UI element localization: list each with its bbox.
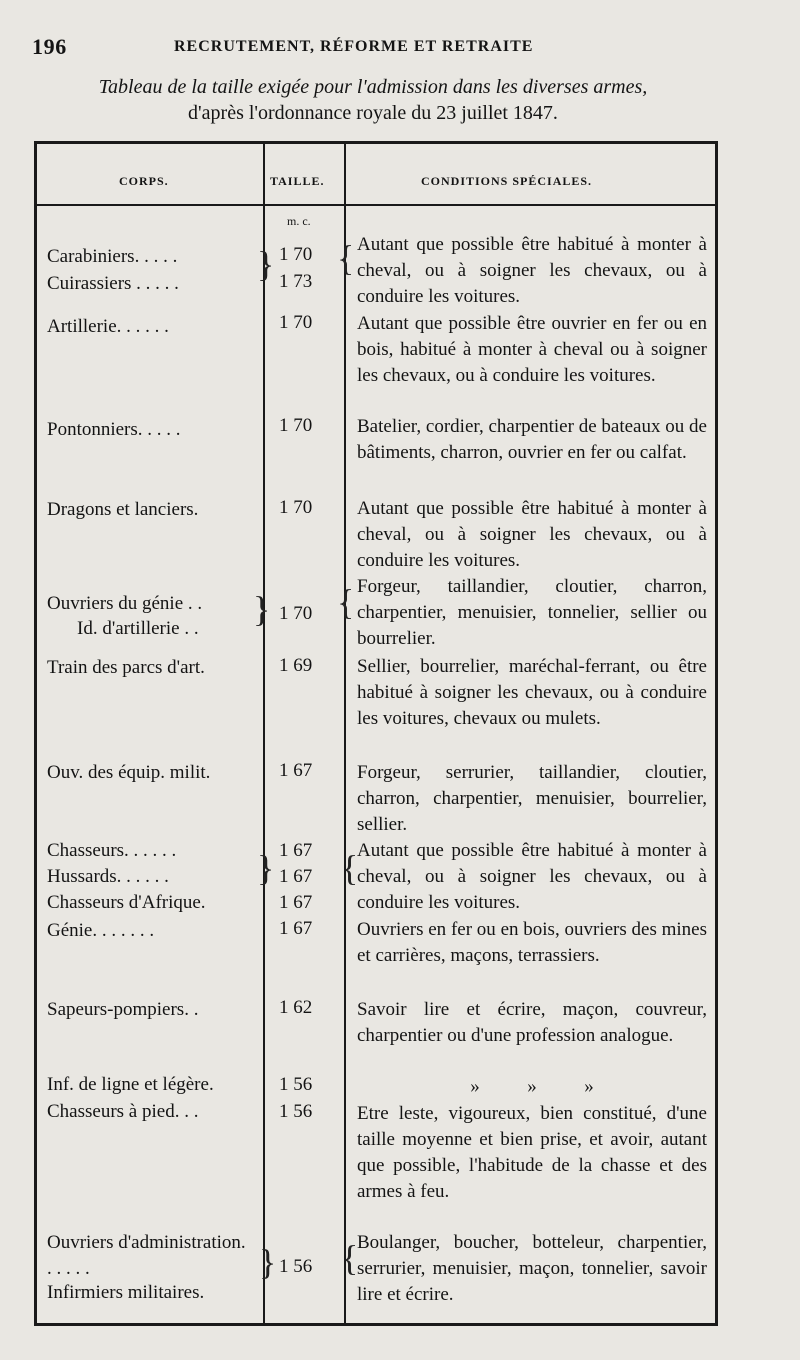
taille-dragons: 1 70 [279, 497, 313, 518]
corps-infirmiers: Infirmiers militaires. [47, 1282, 205, 1303]
brace: { [341, 1238, 359, 1278]
column-separator [344, 144, 346, 1323]
brace: } [257, 244, 275, 284]
conditions-cavalry-heavy: Autant que possible être habitué à monter à cheval, ou à soigner les chevaux, ou à conduire les voitures. [357, 234, 707, 307]
conditions-ouvriers-genie: Forgeur, taillandier, cloutier, charron, charpentier, menuisier, tonnelier, sellier ou bourrelier. [357, 576, 707, 649]
taille-hussards: 1 67 [279, 866, 313, 887]
corps-hussards: Hussards. . . . . . [47, 866, 169, 887]
taille-carabiniers: 1 70 [279, 244, 313, 265]
taille-chasseurs-a-pied: 1 56 [279, 1101, 313, 1122]
caption-line-2: d'après l'ordonnance royale du 23 juillet 1847. [188, 102, 558, 124]
size-requirements-table [34, 141, 718, 1326]
corps-genie: Génie. . . . . . . [47, 920, 155, 941]
header-corps: CORPS. [119, 174, 169, 188]
caption-line-1: Tableau de la taille exigée pour l'admission dans les diverses armes, [98, 76, 648, 98]
brace: { [337, 582, 355, 622]
corps-carabiniers: Carabiniers. . . . . [47, 246, 178, 267]
corps-train: Train des parcs d'art. [47, 657, 205, 678]
corps-infanterie: Inf. de ligne et légère. [47, 1074, 214, 1095]
page-number: 196 [32, 34, 67, 59]
taille-infanterie: 1 56 [279, 1074, 313, 1095]
taille-train: 1 69 [279, 655, 313, 676]
conditions-ouvriers-equipages: Forgeur, serrurier, taillandier, cloutier, charron, charpentier, menuisier, bourrelier, sellier. [357, 762, 707, 835]
corps-ouvriers-administration: Ouvriers d'administration. . . . . . [47, 1232, 246, 1279]
table-caption [28, 74, 718, 126]
column-separator [263, 144, 265, 1323]
corps-chasseurs: Chasseurs. . . . . . [47, 840, 177, 861]
taille-chasseurs-afrique: 1 67 [279, 892, 313, 913]
header-rule [37, 204, 715, 206]
conditions-pontonniers: Batelier, cordier, charpentier de bateaux ou de bâtiments, charron, ouvrier en fer ou calfat. [357, 416, 707, 463]
corps-artillerie: Artillerie. . . . . . [47, 316, 169, 337]
conditions-infanterie: » » » [470, 1076, 594, 1097]
corps-sapeurs-pompiers: Sapeurs-pompiers. . [47, 999, 199, 1020]
brace: } [253, 589, 271, 629]
conditions-ouvriers-administration: Boulanger, boucher, botteleur, charpentier, serrurier, menuisier, maçon, tonnelier, savoir lire et écrire. [357, 1232, 707, 1305]
brace: { [337, 238, 355, 278]
conditions-genie: Ouvriers en fer ou en bois, ouvriers des mines et carrières, maçons, terrassiers. [357, 919, 707, 966]
brace: } [257, 848, 275, 888]
conditions-artillerie: Autant que possible être ouvrier en fer ou en bois, habitué à monter à cheval ou à soigner les chevaux, ou à conduire les voitures. [357, 313, 707, 386]
conditions-train: Sellier, bourrelier, maréchal-ferrant, ou être habitué à soigner les chevaux, ou à conduire les voitures, chevaux ou mulets. [357, 656, 707, 729]
taille-ouvriers-administration: 1 56 [279, 1256, 313, 1277]
conditions-dragons: Autant que possible être habitué à monter à cheval, ou à soigner les chevaux, ou à conduire les voitures. [357, 498, 707, 571]
page-header [32, 34, 772, 64]
corps-pontonniers: Pontonniers. . . . . [47, 419, 181, 440]
running-head: RECRUTEMENT, RÉFORME ET RETRAITE [174, 38, 534, 55]
brace: } [259, 1242, 277, 1282]
brace: { [341, 848, 359, 888]
corps-chasseurs-a-pied: Chasseurs à pied. . . [47, 1101, 199, 1122]
conditions-chasseurs-a-pied: Etre leste, vigoureux, bien constitué, d'une taille moyenne et bien prise, et avoir, autant que possible, l'habitude de la chasse et des armes à feu. [357, 1103, 707, 1202]
taille-sapeurs-pompiers: 1 62 [279, 997, 313, 1018]
taille-cuirassiers: 1 73 [279, 271, 313, 292]
corps-cuirassiers: Cuirassiers . . . . . [47, 273, 179, 294]
corps-ouvriers-equipages: Ouv. des équip. milit. [47, 762, 211, 783]
units-label: m. c. [287, 214, 311, 228]
header-taille: TAILLE. [270, 174, 325, 188]
taille-chasseurs: 1 67 [279, 840, 313, 861]
corps-ouvriers-artillerie: Id. d'artillerie . . [77, 618, 199, 639]
header-conditions: CONDITIONS SPÉCIALES. [421, 174, 593, 188]
corps-ouvriers-genie: Ouvriers du génie . . [47, 593, 203, 614]
conditions-light-cavalry: Autant que possible être habitué à monter à cheval, ou à soigner les chevaux, ou à conduire les voitures. [357, 840, 707, 913]
corps-dragons: Dragons et lanciers. [47, 499, 199, 520]
taille-genie: 1 67 [279, 918, 313, 939]
taille-ouvriers-genie: 1 70 [279, 603, 313, 624]
conditions-sapeurs-pompiers: Savoir lire et écrire, maçon, couvreur, charpentier ou d'une profession analogue. [357, 999, 707, 1046]
corps-chasseurs-afrique: Chasseurs d'Afrique. [47, 892, 206, 913]
taille-pontonniers: 1 70 [279, 415, 313, 436]
taille-artillerie: 1 70 [279, 312, 313, 333]
taille-ouvriers-equipages: 1 67 [279, 760, 313, 781]
